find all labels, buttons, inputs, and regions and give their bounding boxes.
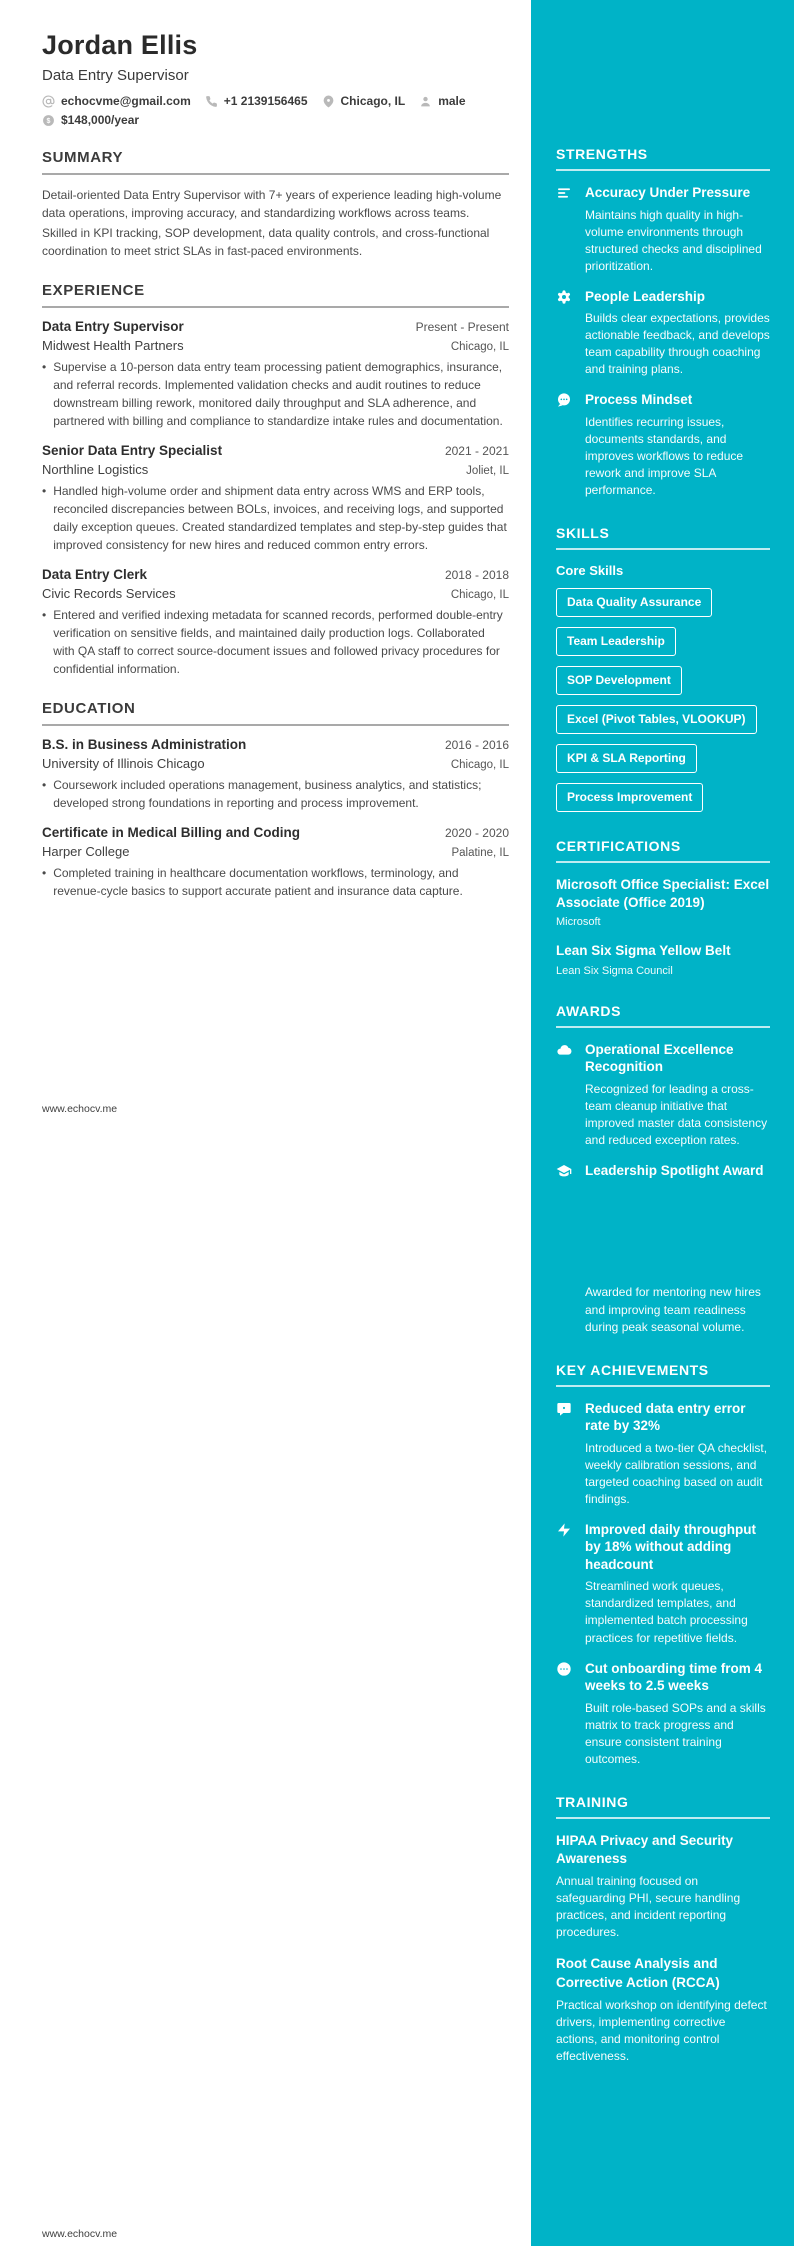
achievement-item <box>556 1660 770 1768</box>
contact-phone: +1 2139156465 <box>205 94 308 108</box>
divider <box>556 1817 770 1819</box>
achievement-desc: Streamlined work queues, standardized templates, and implemented batch processing practices for repetitive fields. <box>585 1579 748 1645</box>
training-item <box>556 1832 770 1942</box>
education-section <box>42 700 509 900</box>
experience-entry <box>42 567 509 678</box>
award-title: Leadership Spotlight Award <box>585 1162 764 1178</box>
resume-sidebar <box>531 0 794 2246</box>
job-bullet: • Handled high-volume order and shipment data entry across WMS and ERP tools, reconciled discrepancies between BOLs, invoices, and receiving logs, and supported daily exception queues. Created standardized templates and step-by-step guides that improved consistency for new hires and reduced common entry errors. <box>42 484 507 552</box>
strength-item <box>556 391 770 499</box>
education-heading: EDUCATION <box>42 700 136 717</box>
strength-desc: Maintains high quality in high-volume environments through structured checks and disciplined prioritization. <box>585 207 762 273</box>
cloud-icon <box>556 1042 572 1058</box>
job-location: Chicago, IL <box>450 589 509 601</box>
divider <box>42 724 509 726</box>
skills-group-label: Core Skills <box>556 563 624 579</box>
award-item <box>556 1162 770 1336</box>
job-title: Data Entry Supervisor <box>42 319 184 334</box>
achievement-desc: Introduced a two-tier QA checklist, weekly calibration sessions, and targeted coaching based on audit findings. <box>585 1440 768 1506</box>
achievements-section <box>556 1362 770 1768</box>
strength-title: Process Mindset <box>585 392 693 408</box>
divider <box>42 173 509 175</box>
person-icon <box>419 95 432 108</box>
job-dates: Present - Present <box>415 320 509 334</box>
strength-title: Accuracy Under Pressure <box>585 185 751 200</box>
training-desc: Practical workshop on identifying defect drivers, implementing corrective actions, and monitoring control effectiveness. <box>556 1997 767 2063</box>
skill-tag: Excel (Pivot Tables, VLOOKUP) <box>556 705 757 734</box>
achievement-item <box>556 1521 770 1647</box>
training-item <box>556 1955 770 2065</box>
training-desc: Annual training focused on safeguarding PHI, secure handling practices, and incident reporting procedures. <box>556 1874 741 1940</box>
page2-footer-url: www.echocv.me <box>42 2228 118 2240</box>
education-dates: 2020 - 2020 <box>444 826 509 840</box>
job-location: Joliet, IL <box>466 465 509 477</box>
contact-info <box>42 94 509 127</box>
experience-heading: EXPERIENCE <box>42 282 145 299</box>
divider <box>556 1385 770 1387</box>
job-company: Midwest Health Partners <box>42 338 184 353</box>
skills-heading: SKILLS <box>556 525 610 542</box>
skill-tag: SOP Development <box>556 666 682 695</box>
certification-title: Lean Six Sigma Yellow Belt <box>556 943 731 959</box>
job-bullet: • Entered and verified indexing metadata for scanned records, performed double-entry verification on sensitive fields, and maintained daily production logs. Collaborated with QA staff to correct source-document issues and followed privacy procedures for confidential information. <box>42 608 503 676</box>
align-lines-icon <box>556 185 572 201</box>
job-bullet: • Supervise a 10-person data entry team processing patient demographics, insurance, and referral records. Implemented validation checks and audit routines to reduce downstream billing rework, monitored daily throughput and SLA adherence, and partnered with billing and compliance to standardize intake rules and documentation. <box>42 360 503 428</box>
graduation-cap-icon <box>556 1163 572 1179</box>
achievement-title: Improved daily throughput by 18% without adding headcount <box>585 1521 756 1572</box>
summary-paragraph: Detail-oriented Data Entry Supervisor with 7+ years of experience leading high-volume data operations, improving accuracy, and standardizing workflows across teams. <box>42 188 502 220</box>
contact-salary: $ $148,000/year <box>42 113 139 127</box>
skill-tag: Data Quality Assurance <box>556 588 712 617</box>
svg-text:$: $ <box>46 117 51 125</box>
awards-section <box>556 1003 770 1336</box>
divider <box>42 306 509 308</box>
strength-item <box>556 184 770 275</box>
school-location: Chicago, IL <box>450 759 509 771</box>
achievement-title: Reduced data entry error rate by 32% <box>585 1400 746 1434</box>
divider <box>556 861 770 863</box>
job-location: Chicago, IL <box>450 341 509 353</box>
training-title: Root Cause Analysis and Corrective Action (RCCA) <box>556 1956 720 1990</box>
contact-email: echocvme@gmail.com <box>42 94 191 108</box>
education-entry <box>42 825 509 900</box>
certification-org: Lean Six Sigma Council <box>556 964 673 977</box>
school-location: Palatine, IL <box>451 847 509 859</box>
message-square-icon <box>556 1401 572 1417</box>
phone-icon <box>205 95 218 108</box>
dollar-circle-icon <box>42 114 55 127</box>
candidate-role: Data Entry Supervisor <box>42 67 189 84</box>
chat-dots-icon <box>556 392 572 408</box>
strength-desc: Identifies recurring issues, documents standards, and improves workflows to reduce rework and improve SLA performance. <box>585 414 744 498</box>
training-section <box>556 1794 770 2065</box>
page-break-spacer <box>585 1179 770 1279</box>
resume-main-column <box>0 0 531 913</box>
divider <box>556 548 770 550</box>
skills-section <box>556 525 770 812</box>
training-title: HIPAA Privacy and Security Awareness <box>556 1832 734 1866</box>
certification-org: Microsoft <box>556 916 601 929</box>
achievement-title: Cut onboarding time from 4 weeks to 2.5 weeks <box>585 1660 762 1694</box>
strengths-section <box>556 146 770 499</box>
awards-heading: AWARDS <box>556 1002 622 1019</box>
degree-title: Certificate in Medical Billing and Coding <box>42 825 301 840</box>
at-sign-icon <box>42 95 55 108</box>
strengths-heading: STRENGTHS <box>556 146 648 162</box>
achievements-heading: KEY ACHIEVEMENTS <box>556 1361 709 1378</box>
summary-section <box>42 149 509 260</box>
education-entry <box>42 737 509 812</box>
award-desc: Recognized for leading a cross-team cleanup initiative that improved master data consistency and reduced exception rates. <box>585 1081 768 1147</box>
candidate-name: Jordan Ellis <box>42 30 198 60</box>
zap-icon <box>556 1522 572 1538</box>
strength-desc: Builds clear expectations, provides actionable feedback, and develops team capability through coaching and training plans. <box>585 311 770 377</box>
skill-tag: Process Improvement <box>556 783 703 812</box>
certification-item <box>556 942 770 976</box>
gear-icon <box>556 289 572 305</box>
achievement-desc: Built role-based SOPs and a skills matrix to track progress and ensure consistent training outcomes. <box>585 1700 766 1766</box>
certification-title: Microsoft Office Specialist: Excel Associate (Office 2019) <box>556 877 770 911</box>
summary-paragraph: Skilled in KPI tracking, SOP development, data quality controls, and cross-functional coordination to meet strict SLAs in fast-paced environments. <box>42 226 490 258</box>
map-pin-icon <box>322 95 335 108</box>
job-dates: 2021 - 2021 <box>444 444 509 458</box>
certifications-section <box>556 838 770 977</box>
skill-tag: KPI & SLA Reporting <box>556 744 697 773</box>
summary-heading: SUMMARY <box>42 149 124 166</box>
award-title: Operational Excellence Recognition <box>585 1041 734 1075</box>
experience-entry <box>42 443 509 554</box>
school-name: University of Illinois Chicago <box>42 756 205 771</box>
award-desc: Awarded for mentoring new hires and improving team readiness during peak seasonal volume. <box>585 1285 761 1334</box>
certification-item <box>556 876 770 928</box>
strength-title: People Leadership <box>585 288 706 304</box>
experience-section <box>42 282 509 678</box>
contact-gender: male <box>419 94 465 108</box>
page1-footer-url: www.echocv.me <box>42 1103 118 1115</box>
award-item <box>556 1041 770 1149</box>
school-name: Harper College <box>42 844 130 859</box>
divider <box>556 169 770 171</box>
experience-entry <box>42 319 509 430</box>
degree-title: B.S. in Business Administration <box>42 737 247 752</box>
chat-dots-icon <box>556 1661 572 1677</box>
job-company: Northline Logistics <box>42 462 149 477</box>
education-bullet: • Coursework included operations management, business analytics, and statistics; developed strong foundations in reporting and process improvement. <box>42 778 482 810</box>
education-dates: 2016 - 2016 <box>444 738 509 752</box>
job-title: Senior Data Entry Specialist <box>42 443 223 458</box>
education-bullet: • Completed training in healthcare documentation workflows, terminology, and revenue-cycle basics to support accurate patient and insurance data capture. <box>42 866 463 898</box>
strength-item <box>556 288 770 379</box>
contact-location: Chicago, IL <box>322 94 406 108</box>
training-heading: TRAINING <box>556 1793 629 1810</box>
certifications-heading: CERTIFICATIONS <box>556 838 681 855</box>
job-title: Data Entry Clerk <box>42 567 148 582</box>
divider <box>556 1026 770 1028</box>
achievement-item <box>556 1400 770 1508</box>
job-dates: 2018 - 2018 <box>444 568 509 582</box>
job-company: Civic Records Services <box>42 586 176 601</box>
skill-tag: Team Leadership <box>556 627 676 656</box>
